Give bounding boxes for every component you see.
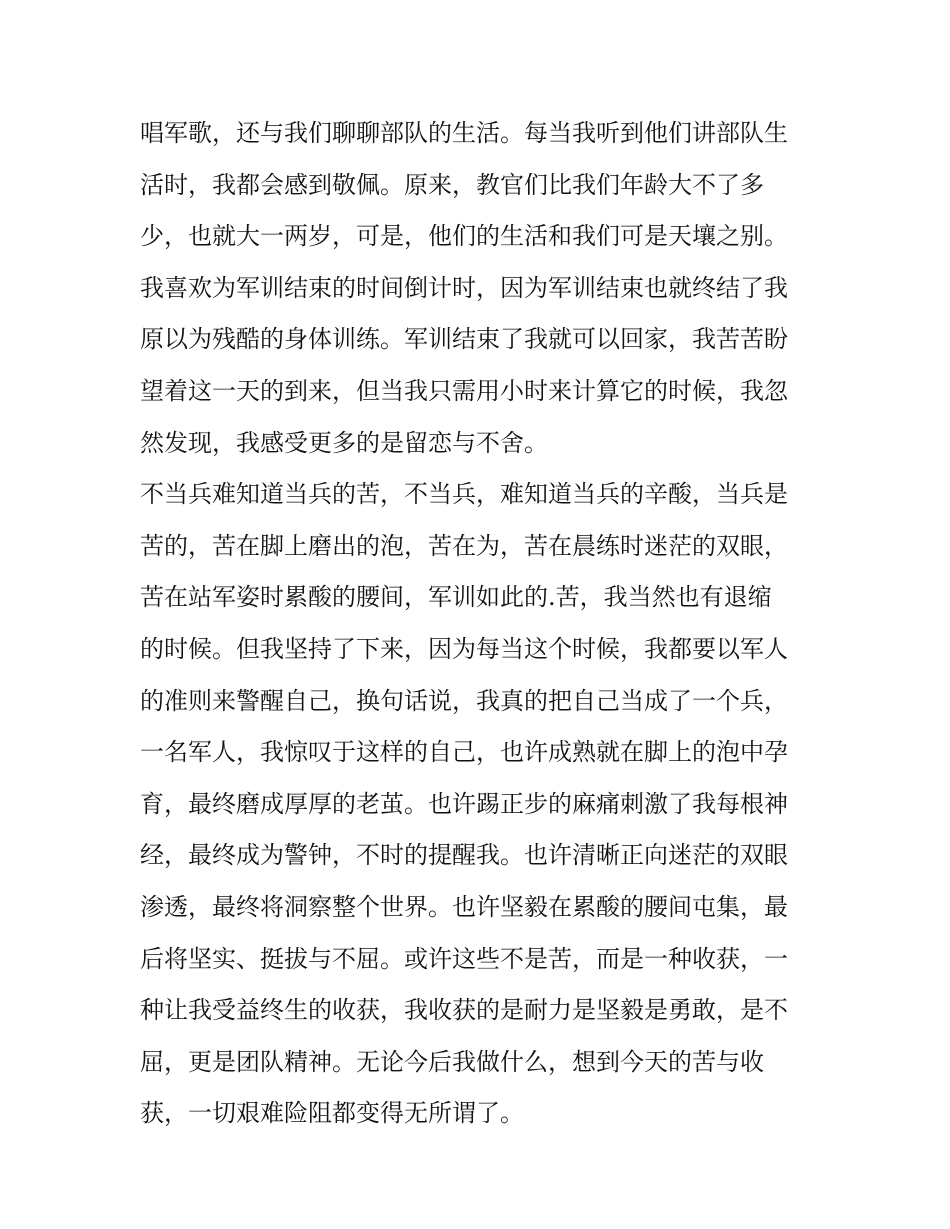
text-line-10: 苦在站军姿时累酸的腰间，军训如此的.苦，我当然也有退缩: [140, 583, 772, 612]
text-line-16: 渗透，最终将洞察整个世界。也许坚毅在累酸的腰间屯集，最: [140, 892, 788, 921]
text-line-8: 不当兵难知道当兵的苦，不当兵，难知道当兵的辛酸，当兵是: [140, 480, 788, 509]
text-line-2: 活时，我都会感到敬佩。原来，教官们比我们年龄大不了多: [140, 170, 764, 199]
text-line-5: 原以为残酷的身体训练。军训结束了我就可以回家，我苦苦盼: [140, 325, 788, 354]
text-line-13: 一名军人，我惊叹于这样的自己，也许成熟就在脚上的泡中孕: [140, 738, 788, 767]
text-line-17: 后将坚实、挺拔与不屈。或许这些不是苦，而是一种收获，一: [140, 944, 788, 973]
text-line-19: 屈，更是团队精神。无论今后我做什么，想到今天的苦与收: [140, 1047, 764, 1076]
text-line-9: 苦的，苦在脚上磨出的泡，苦在为，苦在晨练时迷茫的双眼，: [140, 531, 788, 560]
text-line-12: 的准则来警醒自己，换句话说，我真的把自己当成了一个兵，: [140, 686, 788, 715]
body-text: [140, 108, 820, 1140]
text-line-15: 经，最终成为警钟，不时的提醒我。也许清晰正向迷茫的双眼: [140, 841, 788, 870]
text-line-20: 获，一切艰难险阻都变得无所谓了。: [140, 1099, 524, 1128]
text-line-4: 我喜欢为军训结束的时间倒计时，因为军训结束也就终结了我: [140, 273, 788, 302]
text-line-11: 的时候。但我坚持了下来，因为每当这个时候，我都要以军人: [140, 634, 788, 663]
text-line-3: 少，也就大一两岁，可是，他们的生活和我们可是天壤之别。: [140, 222, 788, 251]
text-line-6: 望着这一天的到来，但当我只需用小时来计算它的时候，我忽: [140, 376, 788, 405]
text-line-7: 然发现，我感受更多的是留恋与不舍。: [140, 428, 548, 457]
text-line-1: 唱军歌，还与我们聊聊部队的生活。每当我听到他们讲部队生: [140, 119, 788, 147]
text-line-14: 育，最终磨成厚厚的老茧。也许踢正步的麻痛刺激了我每根神: [140, 789, 788, 818]
text-line-18: 种让我受益终生的收获，我收获的是耐力是坚毅是勇敢，是不: [140, 996, 788, 1025]
